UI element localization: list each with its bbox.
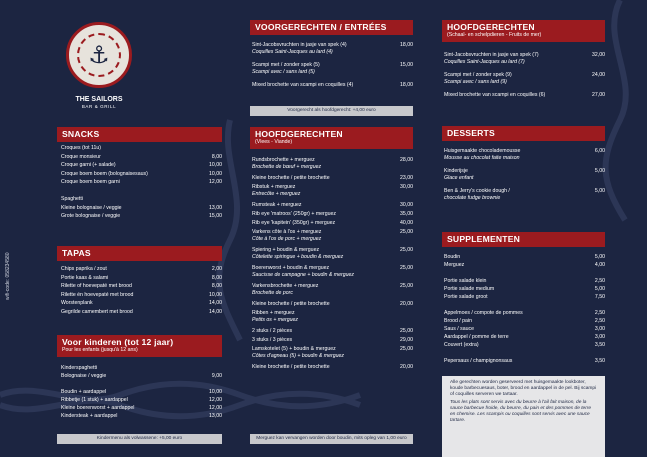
item-price: 25,00 xyxy=(400,283,413,289)
voorgerechten-note: Voorgerecht als hoofdgerecht: +4,00 euro xyxy=(250,106,413,116)
menu-item xyxy=(444,350,605,357)
menu-item xyxy=(61,389,222,396)
item-name: Rib eye 'matroos' (250gr) + merguez xyxy=(252,211,337,217)
item-translation: Entrecôte + merguez xyxy=(252,191,301,197)
menu-item xyxy=(444,310,605,317)
item-name: Rumsteak + merguez xyxy=(252,202,302,208)
item-translation: Brochette de porc xyxy=(252,290,293,296)
menu-item xyxy=(61,275,222,282)
hoofd-vis-subtitle: (Schaal- en schelpdieren - Fruits de mer) xyxy=(447,32,542,39)
menu-item xyxy=(61,309,222,316)
item-name: Rib eye 'kapitein' (350gr) + merguez xyxy=(252,220,336,226)
item-name: Spaghetti xyxy=(61,196,83,202)
item-name: Rilette én hoevepaté met brood xyxy=(61,291,134,298)
item-translation: Coquilles Saint-Jacques au lard (4) xyxy=(252,49,333,55)
supplementen-list xyxy=(444,254,605,366)
item-price: 28,00 xyxy=(400,157,413,163)
item-price: 8,00 xyxy=(211,274,222,281)
menu-item xyxy=(61,179,222,186)
item-name: Croque boem boem garni xyxy=(61,179,120,185)
menu-item xyxy=(252,220,413,227)
kids-list xyxy=(61,365,222,421)
item-name: Croque boem boem (bolognaisesaus) xyxy=(61,170,148,177)
item-price: 13,00 xyxy=(209,413,222,419)
item-name: Worstenplank xyxy=(61,300,93,306)
item-name: Saus / sauce xyxy=(444,326,474,332)
item-price: 10,00 xyxy=(209,291,222,298)
item-price: 10,00 xyxy=(209,170,222,177)
menu-item-group xyxy=(444,52,605,66)
menu-item xyxy=(61,196,222,203)
item-name: Croque monsieur xyxy=(61,153,101,160)
item-name: Kinderspaghetti xyxy=(61,365,98,371)
voorgerechten-title: VOORGERECHTEN / ENTRÉES xyxy=(250,20,413,35)
menu-item xyxy=(252,157,413,164)
item-price: 20,00 xyxy=(400,364,413,370)
menu-item-group xyxy=(444,72,605,86)
item-price: 35,00 xyxy=(400,211,413,217)
menu-item xyxy=(252,364,413,371)
hoofd-vis-title xyxy=(442,20,605,42)
item-name: Varkensbrochette + merguez xyxy=(252,283,319,289)
menu-item xyxy=(61,145,222,152)
menu-item xyxy=(444,286,605,293)
hoofd-vis-list xyxy=(444,52,605,102)
item-name: 3 stuks / 3 pièces xyxy=(252,337,293,343)
item-name: Croques (tot 11u) xyxy=(61,145,101,151)
item-name: Kleine brochette / petite brochette xyxy=(252,175,330,181)
menu-item-group xyxy=(252,283,413,297)
item-price: 12,00 xyxy=(209,405,222,411)
menu-item xyxy=(61,154,222,161)
item-price: 18,00 xyxy=(400,82,413,88)
item-translation: Scampi avec / sans lard (9) xyxy=(444,79,507,85)
item-price: 30,00 xyxy=(400,202,413,208)
item-name: Chips paprika / zout xyxy=(61,266,107,272)
menu-item-group xyxy=(252,310,413,324)
item-name: Sint-Jacobsvruchten in jasje van spek (4) xyxy=(252,42,347,48)
item-name xyxy=(61,188,200,195)
menu-item-group xyxy=(444,168,605,182)
tapas-list xyxy=(61,266,222,317)
item-price: 3,50 xyxy=(594,342,605,348)
item-name: Portie salade klein xyxy=(444,278,487,284)
item-name: 2 stuks / 2 pièces xyxy=(252,328,293,334)
item-price: 25,00 xyxy=(400,229,413,235)
item-name: Rilette of hoevepaté met brood xyxy=(61,283,132,289)
item-name: Huisgemaakte chocolademousse xyxy=(444,148,521,154)
hoofd-vis-title-text: HOOFDGERECHTEN xyxy=(447,22,535,32)
item-name: Rundsbrochette + merguez xyxy=(252,157,315,163)
item-name: Kinderijsje xyxy=(444,168,468,174)
item-price: 12,00 xyxy=(209,179,222,185)
menu-item xyxy=(444,92,605,99)
item-price: 3,00 xyxy=(594,326,605,332)
item-price: 14,00 xyxy=(209,300,222,306)
logo xyxy=(66,22,132,88)
menu-item xyxy=(61,397,222,404)
menu-item xyxy=(252,301,413,308)
item-name: Ben & Jerry's cookie dough / xyxy=(444,188,510,194)
menu-item xyxy=(252,229,413,236)
menu-item xyxy=(252,211,413,218)
item-translation: Côtelette spiringue + boudin & merguez xyxy=(252,254,344,260)
item-price: 25,00 xyxy=(400,247,413,253)
menu-item xyxy=(61,205,222,212)
item-name: Mixed brochette van scampi en coquilles (6) xyxy=(444,92,546,98)
anchor-icon: ⚓ xyxy=(77,33,121,77)
menu-item xyxy=(444,358,605,365)
item-price: 25,00 xyxy=(400,346,413,352)
hoofd-vlees-subtitle: (Vlees - Viande) xyxy=(255,139,293,146)
item-name xyxy=(444,302,583,309)
voorgerechten-list xyxy=(252,42,413,92)
menu-item xyxy=(252,310,413,317)
item-name: Scampi met / zonder spek (9) xyxy=(444,72,512,78)
menu-item-group xyxy=(252,265,413,279)
item-name: Ribbetje (1 stuk) + aardappel xyxy=(61,397,128,403)
item-name: Appelmoes / compote de pommes xyxy=(444,310,523,316)
item-price: 5,00 xyxy=(594,168,605,174)
item-translation: Saucisse de campagne + boudin & merguez xyxy=(252,272,354,278)
menu-item xyxy=(252,202,413,209)
item-price: 15,00 xyxy=(209,213,222,219)
item-price: 32,00 xyxy=(592,52,605,58)
menu-item-group xyxy=(252,184,413,198)
desserts-list xyxy=(444,148,605,208)
menu-item xyxy=(444,294,605,301)
menu-item-group xyxy=(252,62,413,76)
item-price: 40,00 xyxy=(400,220,413,226)
item-translation: Scampi avec / sans lard (5) xyxy=(252,69,315,75)
item-name: Scampi met / zonder spek (5) xyxy=(252,62,320,68)
menu-item xyxy=(252,62,413,69)
item-name: Couvert (extra) xyxy=(444,342,479,348)
item-name: Kindersteak + aardappel xyxy=(61,413,118,419)
menu-item-group xyxy=(252,229,413,243)
menu-item xyxy=(252,283,413,290)
item-name: Aardappel / pomme de terre xyxy=(444,334,509,340)
item-name: Boudin + aardappel xyxy=(61,389,107,395)
menu-item xyxy=(252,346,413,353)
item-name: Pepersaus / champignonsaus xyxy=(444,358,513,364)
menu-item xyxy=(61,365,222,372)
item-name: Sint-Jacobsvruchten in jasje van spek (7) xyxy=(444,52,539,58)
item-name: Ribben + merguez xyxy=(252,310,295,316)
item-translation: Côte à l'os de porc + merguez xyxy=(252,236,322,242)
item-translation: Petits os + merguez xyxy=(252,317,298,323)
item-price: 12,00 xyxy=(209,397,222,403)
menu-item xyxy=(61,283,222,290)
menu-item-group xyxy=(444,148,605,162)
item-name: Grote bolognaise / veggie xyxy=(61,213,121,219)
item-price: 23,00 xyxy=(400,175,413,181)
tapas-title: TAPAS xyxy=(57,246,222,261)
item-name: Portie salade groot xyxy=(444,294,488,300)
item-name: Kleine boerenworst + aardappel xyxy=(61,405,135,411)
hoofd-vlees-note: Merguez kan vervangen worden door boudin, mits opleg van 1,00 euro xyxy=(250,434,413,444)
menu-item xyxy=(252,337,413,344)
item-translation: Coquilles Saint-Jacques au lard (7) xyxy=(444,59,525,65)
menu-item xyxy=(252,82,413,89)
item-price: 9,00 xyxy=(211,373,222,379)
item-name: Lamskotelet (5) + boudin & merguez xyxy=(252,346,336,352)
item-name: Kleine brochette / petite brochette xyxy=(252,364,330,370)
menu-item-group xyxy=(252,346,413,360)
item-name: Croque garni (+ salade) xyxy=(61,162,116,168)
item-price: 15,00 xyxy=(400,62,413,68)
item-translation: Côtes d'agneau (5) + boudin & merguez xyxy=(252,353,344,359)
item-price: 8,00 xyxy=(211,153,222,160)
item-price: 3,00 xyxy=(594,334,605,340)
item-price: 5,00 xyxy=(594,188,605,194)
item-price: 4,00 xyxy=(594,262,605,268)
item-name: Merguez xyxy=(444,262,465,268)
item-translation: Glace enfant xyxy=(444,175,474,181)
item-price: 2,00 xyxy=(211,266,222,272)
item-price: 7,50 xyxy=(594,294,605,300)
item-price: 6,00 xyxy=(594,148,605,154)
item-price: 5,00 xyxy=(594,286,605,292)
menu-item xyxy=(252,247,413,254)
item-price: 2,50 xyxy=(594,310,605,316)
snacks-list xyxy=(61,145,222,222)
menu-item xyxy=(61,381,222,388)
menu-item xyxy=(61,266,222,273)
item-name: Gegrilde camembert met brood xyxy=(61,308,133,315)
menu-item xyxy=(61,162,222,169)
menu-item xyxy=(444,270,605,277)
menu-item xyxy=(252,184,413,191)
item-price: 27,00 xyxy=(592,92,605,98)
menu-item xyxy=(444,326,605,333)
item-price: 8,00 xyxy=(211,283,222,289)
menu-item xyxy=(61,373,222,380)
item-translation: chocolate fudge brownie xyxy=(444,195,501,201)
menu-item xyxy=(444,302,605,309)
supplementen-title: SUPPLEMENTEN xyxy=(442,232,605,247)
menu-item xyxy=(61,413,222,420)
item-price: 2,50 xyxy=(594,318,605,324)
item-name: Boudin xyxy=(444,254,461,260)
kids-title-text: Voor kinderen (tot 12 jaar) xyxy=(62,337,174,347)
kids-subtitle: Pour les enfants (jusqu'à 12 ans) xyxy=(62,347,138,354)
menu-item xyxy=(61,171,222,178)
menu-item-group xyxy=(444,188,605,202)
menu-item xyxy=(444,334,605,341)
menu-item xyxy=(444,262,605,269)
item-price: 5,00 xyxy=(594,254,605,260)
item-name: Portie salade medium xyxy=(444,286,495,292)
item-name xyxy=(444,270,583,277)
info-nl: Alle gerechten worden geserveerd met huisgemaakte lookboter, koude barbecuesaus, boter, brood en aardappel in de pel. Bij scampi of coquilles serveren we tartaar. xyxy=(450,380,597,397)
menu-item xyxy=(444,52,605,59)
item-translation: Mousse au chocolat faite maison xyxy=(444,155,520,161)
hoofd-vlees-title xyxy=(250,127,413,149)
info-box xyxy=(442,376,605,457)
menu-item-group xyxy=(252,157,413,171)
menu-item xyxy=(252,265,413,272)
item-name xyxy=(444,350,583,357)
menu-item xyxy=(444,72,605,79)
item-name: Portie kaas & salami xyxy=(61,274,109,281)
hoofd-vlees-title-text: HOOFDGERECHTEN xyxy=(255,129,343,139)
menu-item xyxy=(444,188,605,195)
item-price: 13,00 xyxy=(209,204,222,211)
menu-item xyxy=(61,292,222,299)
menu-item xyxy=(444,342,605,349)
item-price: 20,00 xyxy=(400,301,413,307)
item-price: 2,50 xyxy=(594,278,605,284)
item-name: Kleine bolognaise / veggie xyxy=(61,204,122,211)
item-price: 24,00 xyxy=(592,72,605,78)
item-price: 30,00 xyxy=(400,184,413,190)
menu-item xyxy=(61,300,222,307)
item-price: 3,50 xyxy=(594,358,605,364)
item-price: 29,00 xyxy=(400,337,413,343)
wifi-code: wifi-code: 058234580 xyxy=(5,252,11,300)
info-fr: Tous les plats sont servis avec du beurre à l'ail fait maison, de la sauce barbecue froide, du beurre, du pain et des pommes de terre en chemise. Les scampis ou coquilles sont servis avec une sauce tartare. xyxy=(450,400,592,423)
item-name: Brood / pain xyxy=(444,318,472,324)
menu-item xyxy=(252,175,413,182)
item-price: 25,00 xyxy=(400,328,413,334)
item-name: Boerenworst + boudin & merguez xyxy=(252,265,330,271)
item-name: Ribstuk + merguez xyxy=(252,184,296,190)
item-name: Spiering + boudin & merguez xyxy=(252,247,320,253)
kids-note: Kindermenu als volwassene: +5,00 euro xyxy=(57,434,222,444)
snacks-title: SNACKS xyxy=(57,127,222,142)
menu-item xyxy=(61,405,222,412)
menu-item xyxy=(444,254,605,261)
menu-item xyxy=(252,328,413,335)
item-price: 14,00 xyxy=(209,308,222,315)
menu-item xyxy=(444,148,605,155)
item-price: 18,00 xyxy=(400,42,413,48)
menu-item xyxy=(252,42,413,49)
item-name: Mixed brochette van scampi en coquilles (4) xyxy=(252,82,354,88)
menu-item xyxy=(444,278,605,285)
item-price: 25,00 xyxy=(400,265,413,271)
item-price: 10,00 xyxy=(209,162,222,168)
item-name: Bolognaise / veggie xyxy=(61,373,107,379)
brand-name: THE SAILORS xyxy=(75,96,123,103)
desserts-title: DESSERTS xyxy=(442,126,605,141)
menu-item xyxy=(61,188,222,195)
hoofd-vlees-list xyxy=(252,157,413,373)
item-price: 10,00 xyxy=(209,389,222,395)
menu-item xyxy=(444,168,605,175)
menu-item xyxy=(444,318,605,325)
item-name: Varkens côte à l'os + merguez xyxy=(252,229,322,235)
brand-tagline: BAR & GRILL xyxy=(81,104,117,109)
item-translation: Brochette de bœuf + merguez xyxy=(252,164,322,170)
item-name: Kleine brochette / petite brochette xyxy=(252,301,330,307)
menu-item xyxy=(61,213,222,220)
menu-item-group xyxy=(252,42,413,56)
menu-item-group xyxy=(252,247,413,261)
item-name xyxy=(61,381,200,388)
kids-title xyxy=(57,335,222,357)
